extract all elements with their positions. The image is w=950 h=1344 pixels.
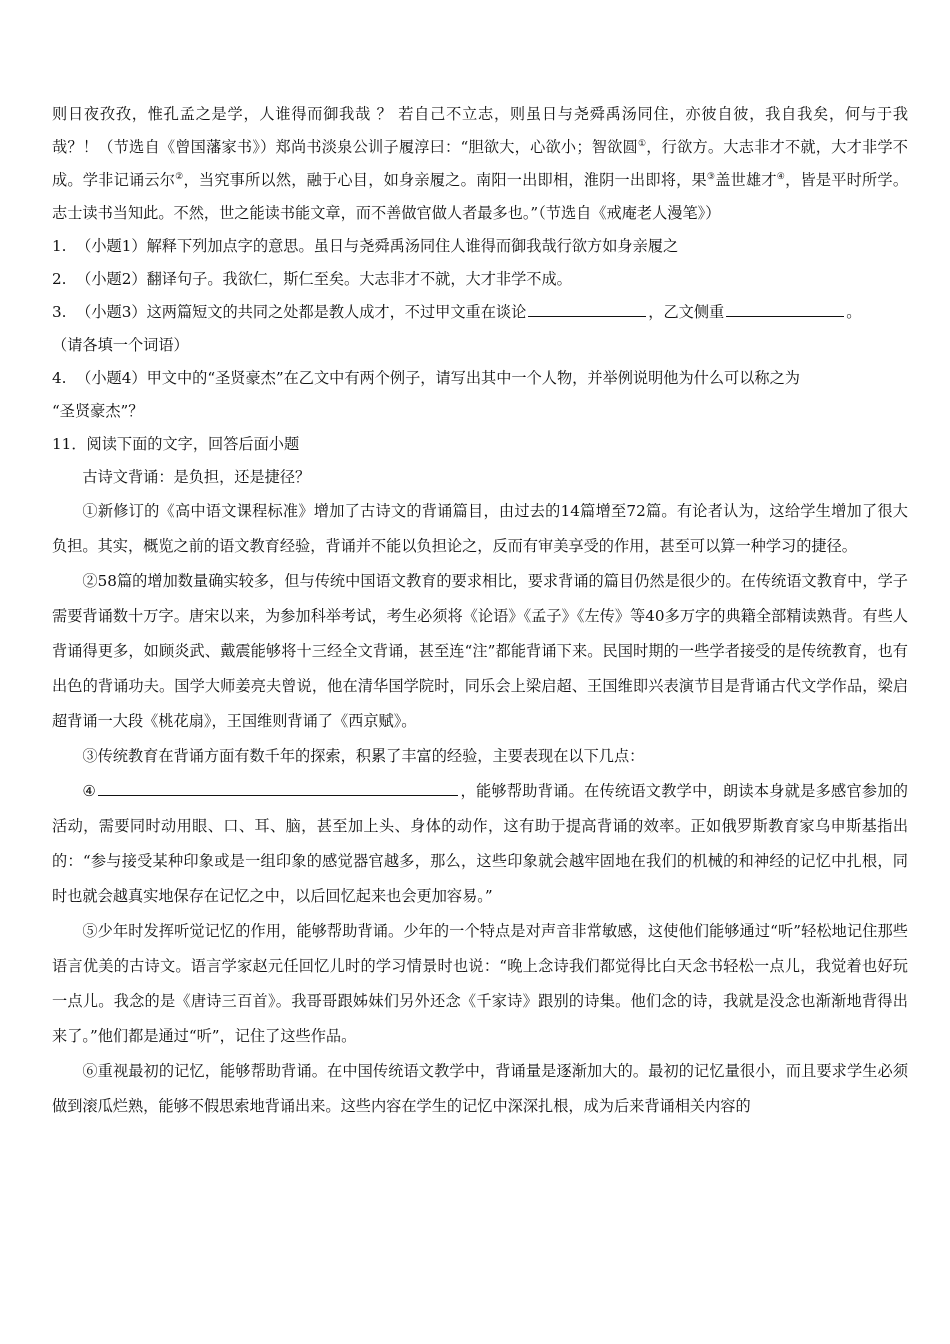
document-page [52, 98, 908, 1124]
question-2 [52, 263, 908, 296]
question-1 [52, 230, 908, 263]
article-paragraph-2: ②58篇的增加数量确实较多，但与传统中国语文教育的要求相比，要求背诵的篇目仍然是很少的。在传统语文教育中，学子需要背诵数十万字。唐宋以来，为参加科举考试，考生必须将《论语》《孟子》《左传》等40多万字的典籍全部精读熟背。有些人背诵得更多，如顾炎武、戴震能够将十三经全文背诵，甚至连“注”都能背诵下来。民国时期的一些学者接受的是传统教育，也有出色的背诵功夫。国学大师姜亮夫曾说，他在清华国学院时，同乐会上梁启超、王国维即兴表演节目是背诵古代文学作品，梁启超背诵一大段《桃花扇》，王国维则背诵了《西京赋》。 [52, 572, 908, 730]
footnote-marker: ② [175, 171, 184, 182]
article-paragraph-3: ③传统教育在背诵方面有数千年的探索，积累了丰富的经验，主要表现在以下几点： [82, 747, 645, 765]
article-paragraph-1: ①新修订的《高中语文课程标准》增加了古诗文的背诵篇目，由过去的14篇增至72篇。有论者认为，这给学生增加了很大负担。其实，概览之前的语文教育经验，背诵并不能以负担论之，反而有审美享受的作用，甚至可以算一种学习的捷径。 [52, 502, 908, 555]
question-text: （小题2）翻译句子。我欲仁，斯仁至矣。大志非才不就，大才非学不成。 [76, 270, 572, 288]
passage-line: 不就，大才非学不成。学非记诵云尔 [52, 138, 908, 189]
footnote-marker: ④ [776, 171, 786, 182]
answer-blank[interactable] [528, 300, 646, 317]
paragraph-marker: ④ [82, 782, 97, 800]
question-text: （小题1）解释下列加点字的意思。虽日与尧舜禹汤同住人谁得而御我哉行欲方如身亲履之 [76, 237, 679, 255]
answer-blank[interactable] [98, 779, 458, 796]
article-paragraph-4 [52, 774, 908, 914]
question-3 [52, 296, 908, 362]
question-number: 3. [52, 303, 67, 321]
passage-line: ，当究事所以然，融于心目，如身亲履之。南阳一出即相，淮阴一出即将，果 [183, 171, 707, 189]
question-text: （请各填一个词语） [52, 336, 189, 354]
passage-line: 老人漫笔》） [636, 204, 721, 222]
passage-line: ，皆是平时所学。志士读书当知此。不然，世之能读书能文章，而不善做官做人者最多也。”（节选自《戒庵 [52, 171, 909, 222]
article-title: 古诗文背诵：是负担，还是捷径？ [82, 468, 311, 486]
passage-line: ，行欲方。大志非才 [646, 138, 785, 156]
question-text: ，乙文侧重 [648, 303, 725, 321]
question-text: （小题3）这两篇短文的共同之处都是教人成才，不过甲文重在谈论 [76, 303, 527, 321]
footnote-marker: ③ [706, 171, 716, 182]
passage-line: 与于我哉？！（节选自《曾国藩家书》）郑尚书淡泉公训子履淳曰：“胆欲大，心欲小；智欲圆 [52, 105, 909, 156]
question-number: 1. [52, 237, 67, 255]
article-paragraph-6: ⑥重视最初的记忆，能够帮助背诵。在中国传统语文教学中，背诵量是逐渐加大的。最初的记忆量很小，而且要求学生必须做到滚瓜烂熟，能够不假思索地背诵出来。这些内容在学生的记忆中深深扎根，成为后来背诵相关内容的 [52, 1062, 908, 1115]
question-text: “圣贤豪杰”？ [52, 402, 144, 420]
paragraph-text: ，能够帮助背诵。在传统语文教学中，朗读本身就是多感官参加的活动，需要同时动用眼、口、耳、脑，甚至加上头、身体的动作，这有助于提高背诵的效率。正如俄罗斯教育家乌申斯基指出的：“参与接受某种印象或是一组印象的感觉器官越多，那么，这些印象就会越牢固地在我们的机械的和神经的记忆中扎根，同时也就会越真实地保存在记忆之中，以后回忆起来也会更加容易。” [52, 782, 908, 905]
footnote-marker: ① [637, 138, 647, 149]
article-paragraph-5: ⑤少年时发挥听觉记忆的作用，能够帮助背诵。少年的一个特点是对声音非常敏感，这使他们能够通过“听”轻松地记住那些语言优美的古诗文。语言学家赵元任回忆儿时的学习情景时也说：“晚上念诗我们都觉得比白天念书轻松一点儿，我觉着也好玩一点儿。我念的是《唐诗三百首》。我哥哥跟姊妹们另外还念《千家诗》跟别的诗集。他们念的诗，我就是没念也渐渐地背得出来了。”他们都是通过“听”，记住了这些作品。 [52, 922, 908, 1045]
answer-blank[interactable] [726, 300, 844, 317]
question-text: 。 [846, 303, 862, 321]
question-number: 2. [52, 270, 67, 288]
passage-line: 盖世雄才 [715, 171, 777, 189]
section-11-heading: 11．阅读下面的文字，回答后面小题 [52, 435, 300, 453]
question-number: 4. [52, 369, 67, 387]
question-text: （小题4）甲文中的“圣贤豪杰”在乙文中有两个例子，请写出其中一个人物，并举例说明他为什么可以称之为 [76, 369, 800, 387]
classical-passage [52, 98, 908, 230]
question-4 [52, 362, 908, 428]
passage-line: 则日夜孜孜，惟孔孟之是学，人谁得而御我哉 ？ 若自己不立志，则虽日与尧舜禹汤同住，亦彼自彼，我自我矣，何 [52, 105, 861, 123]
